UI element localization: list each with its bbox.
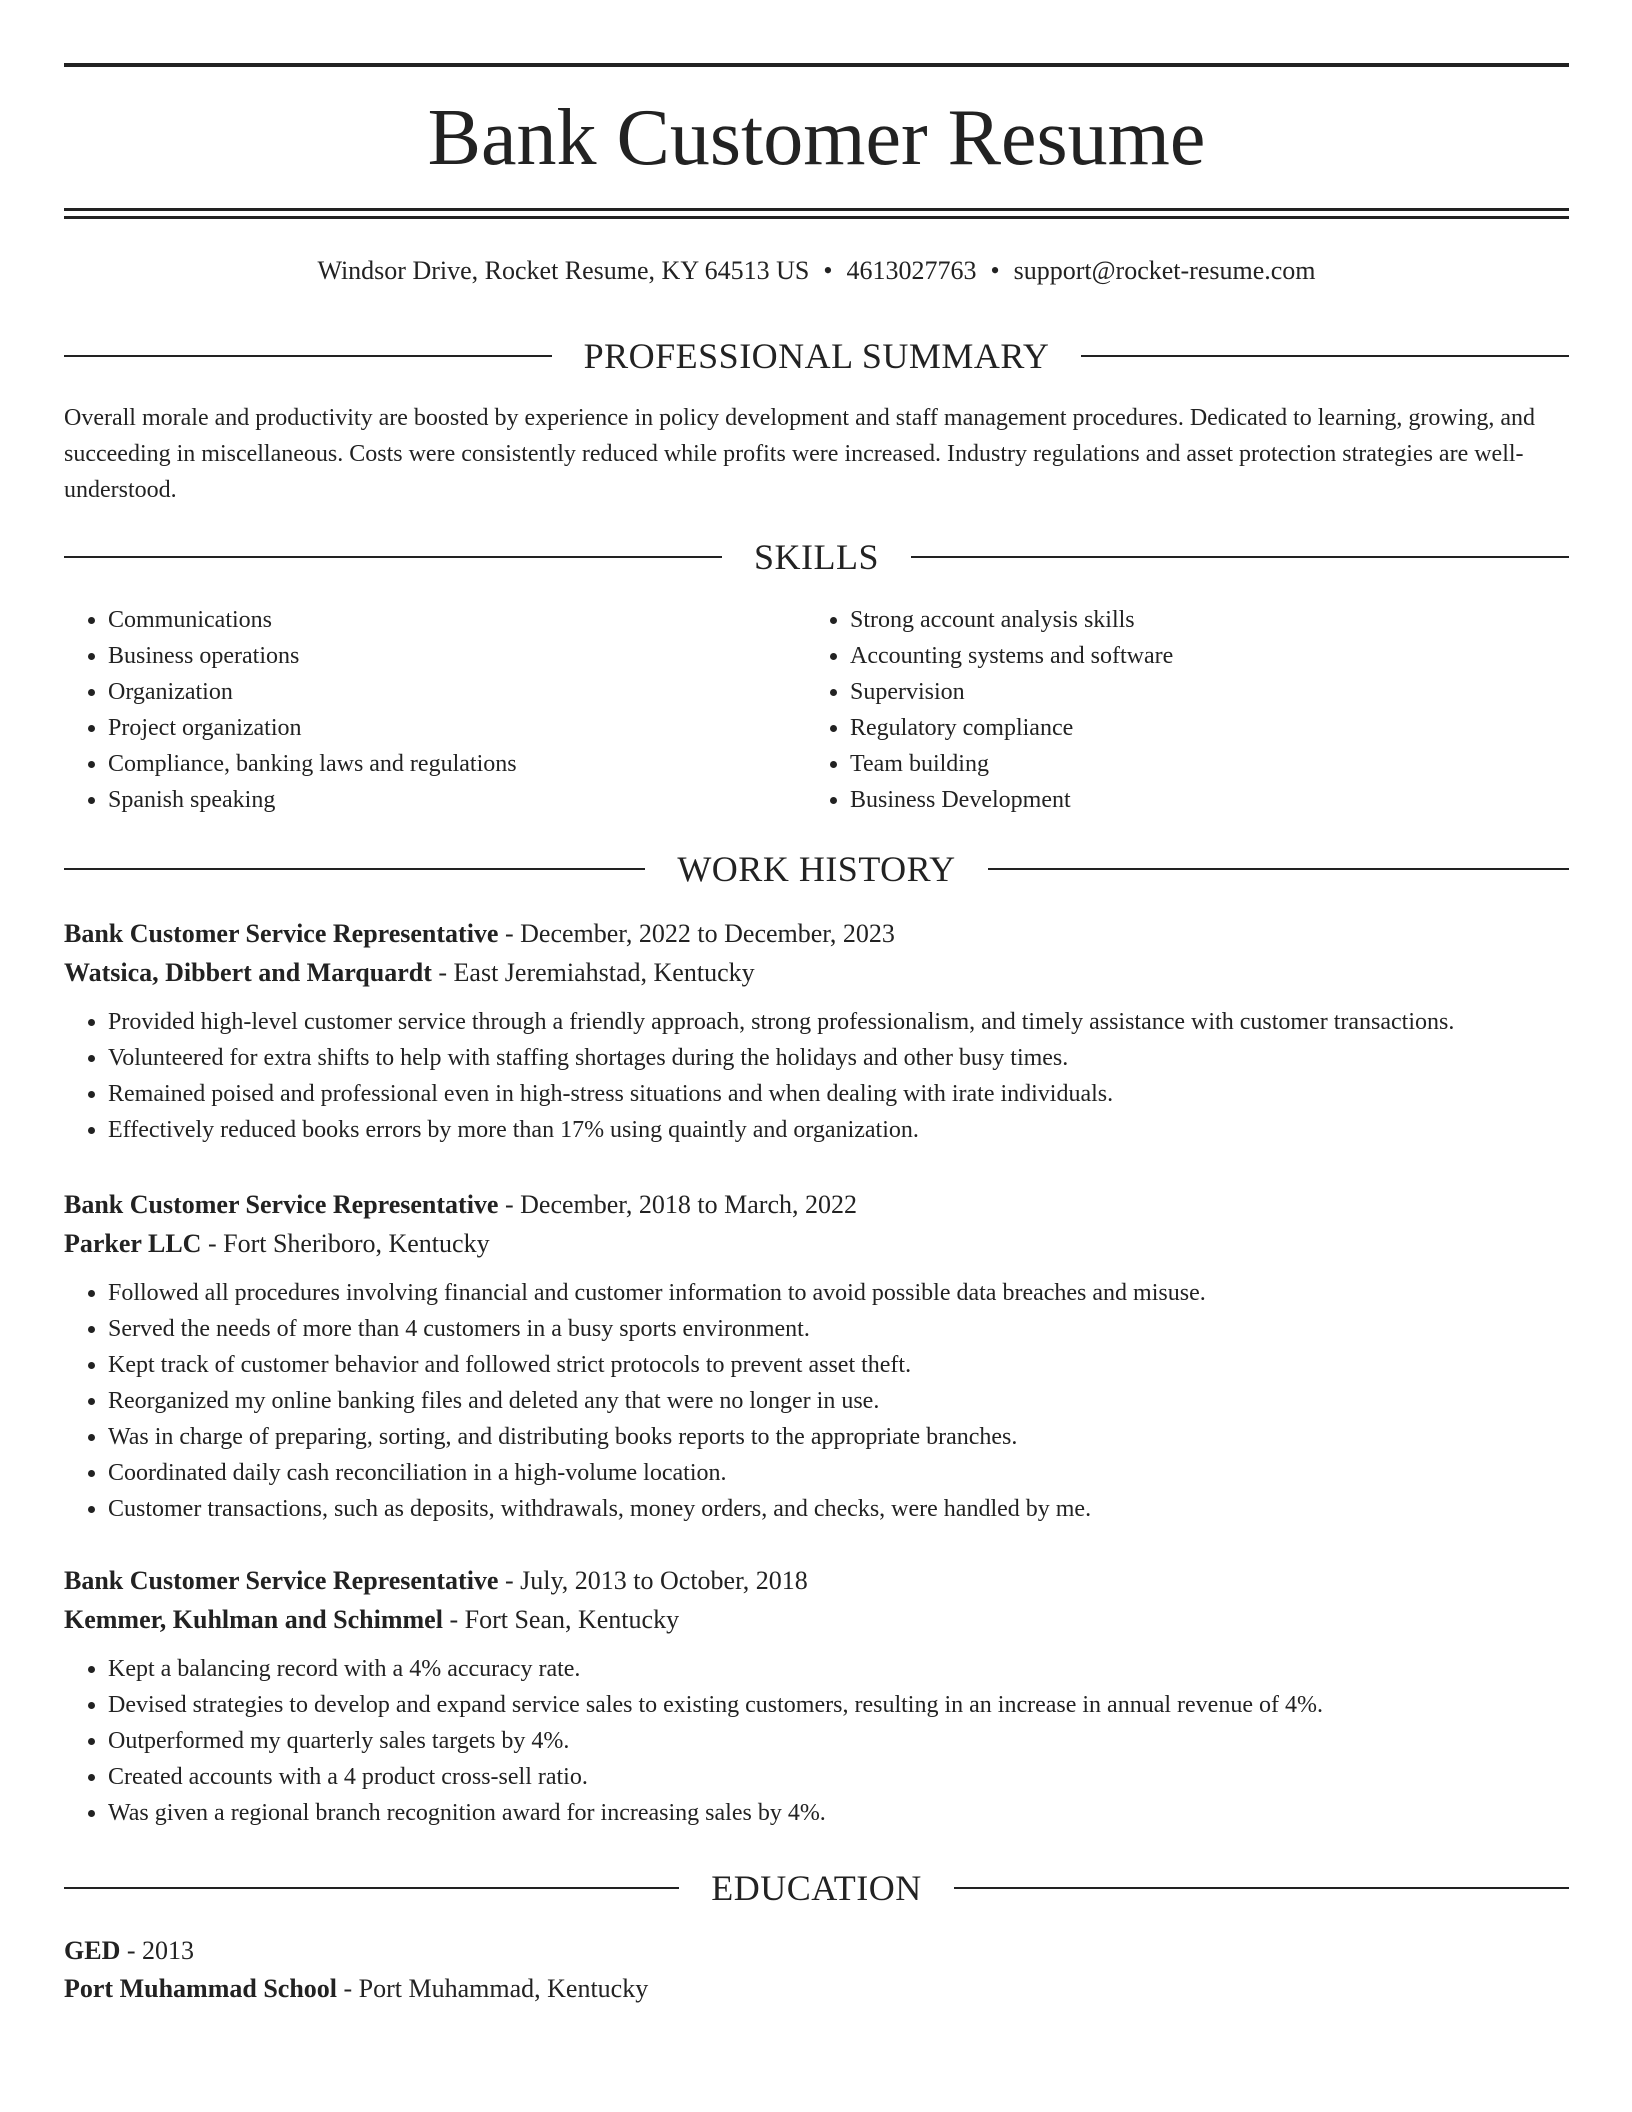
job-bullets <box>64 1004 1569 1148</box>
section-rule <box>64 1887 679 1889</box>
skills-list-right <box>806 602 1548 818</box>
skill-item: • Communications <box>108 602 806 638</box>
skills-list-left <box>64 602 806 818</box>
job-bullets <box>64 1275 1569 1527</box>
job-bullet: • Coordinated daily cash reconciliation in a high-volume location. <box>108 1455 1569 1491</box>
job-bullet: • Was given a regional branch recognition award for increasing sales by 4%. <box>108 1795 1569 1831</box>
contact-email: support@rocket-resume.com <box>1013 256 1316 285</box>
job-company: Parker LLC <box>64 1229 202 1258</box>
job-dates: - December, 2022 to December, 2023 <box>504 919 895 948</box>
contact-line <box>64 254 1569 288</box>
section-rule <box>64 868 645 870</box>
section-rule <box>988 868 1569 870</box>
job-bullet: • Outperformed my quarterly sales targets by 4%. <box>108 1723 1569 1759</box>
education-school: Port Muhammad School <box>64 1974 337 2003</box>
job-title-line <box>64 1185 1569 1224</box>
contact-address: Windsor Drive, Rocket Resume, KY 64513 US <box>317 256 810 285</box>
contact-separator: • <box>990 256 1000 285</box>
job-bullet: • Customer transactions, such as deposits, withdrawals, money orders, and checks, were handled by me. <box>108 1491 1569 1527</box>
job-bullet: • Followed all procedures involving financial and customer information to avoid possible data breaches and misuse. <box>108 1275 1569 1311</box>
skill-item: • Supervision <box>850 674 1548 710</box>
job-bullet: • Served the needs of more than 4 customers in a busy sports environment. <box>108 1311 1569 1347</box>
job-dates: - December, 2018 to March, 2022 <box>504 1190 857 1219</box>
section-rule <box>64 355 552 357</box>
title-double-rule <box>64 208 1569 219</box>
skills-columns <box>64 602 1569 818</box>
job-title-line <box>64 914 1569 953</box>
contact-phone: 4613027763 <box>846 256 977 285</box>
job-bullet: • Devised strategies to develop and expand service sales to existing customers, resulting in an increase in annual revenue of 4%. <box>108 1687 1569 1723</box>
job-bullet: • Volunteered for extra shifts to help with staffing shortages during the holidays and other busy times. <box>108 1040 1569 1076</box>
section-rule <box>64 556 722 558</box>
job-company-line <box>64 1600 1569 1639</box>
job-bullet: • Remained poised and professional even in high-stress situations and when dealing with irate individuals. <box>108 1076 1569 1112</box>
job-bullet: • Created accounts with a 4 product cross-sell ratio. <box>108 1759 1569 1795</box>
job-dates: - July, 2013 to October, 2018 <box>504 1566 808 1595</box>
skill-item: • Team building <box>850 746 1548 782</box>
job-title: Bank Customer Service Representative <box>64 1566 499 1595</box>
job-title: Bank Customer Service Representative <box>64 919 499 948</box>
job-bullet: • Kept a balancing record with a 4% accuracy rate. <box>108 1651 1569 1687</box>
job-location: - Fort Sheriboro, Kentucky <box>207 1229 490 1258</box>
skill-item: • Compliance, banking laws and regulations <box>108 746 806 782</box>
skill-item: • Organization <box>108 674 806 710</box>
top-rule <box>64 63 1569 67</box>
skill-item: • Business Development <box>850 782 1548 818</box>
education-entry <box>64 1932 1569 2008</box>
section-title-work: WORK HISTORY <box>677 849 956 889</box>
job-bullet: • Provided high-level customer service through a friendly approach, strong professionalism, and timely assistance with customer transactions. <box>108 1004 1569 1040</box>
job-title: Bank Customer Service Representative <box>64 1190 499 1219</box>
section-title-skills: SKILLS <box>754 537 880 577</box>
job-location: - Fort Sean, Kentucky <box>449 1605 680 1634</box>
resume-title: Bank Customer Resume <box>427 94 1206 182</box>
job-bullets <box>64 1651 1569 1831</box>
section-title-summary: PROFESSIONAL SUMMARY <box>583 336 1050 376</box>
section-header-skills <box>64 535 1569 579</box>
education-location: - Port Muhammad, Kentucky <box>343 1974 649 2003</box>
job-bullet: • Kept track of customer behavior and followed strict protocols to prevent asset theft. <box>108 1347 1569 1383</box>
job-bullet: • Reorganized my online banking files and deleted any that were no longer in use. <box>108 1383 1569 1419</box>
skill-item: • Business operations <box>108 638 806 674</box>
job-location: - East Jeremiahstad, Kentucky <box>438 958 755 987</box>
summary-text: Overall morale and productivity are boosted by experience in policy development and staff management procedures. Dedicated to learning, growing, and succeeding in miscellaneous. Costs were consistently reduced while profits were increased. Industry regulations and asset protection strategies are well-understood. <box>64 405 1536 503</box>
education-school-line <box>64 1970 1569 2008</box>
section-title-education: EDUCATION <box>711 1868 922 1908</box>
section-header-work <box>64 847 1569 891</box>
section-rule <box>911 556 1569 558</box>
job-company: Kemmer, Kuhlman and Schimmel <box>64 1605 443 1634</box>
skill-item: • Accounting systems and software <box>850 638 1548 674</box>
job-entry <box>64 1185 1569 1527</box>
job-title-line <box>64 1561 1569 1600</box>
section-rule <box>1081 355 1569 357</box>
job-entry <box>64 1561 1569 1831</box>
education-degree-line <box>64 1932 1569 1970</box>
job-bullet: • Was in charge of preparing, sorting, and distributing books reports to the appropriate branches. <box>108 1419 1569 1455</box>
skill-item: • Strong account analysis skills <box>850 602 1548 638</box>
skill-item: • Regulatory compliance <box>850 710 1548 746</box>
contact-separator: • <box>823 256 833 285</box>
job-company-line <box>64 1224 1569 1263</box>
job-entry <box>64 914 1569 1148</box>
education-year: - 2013 <box>126 1936 195 1965</box>
skill-item: • Project organization <box>108 710 806 746</box>
section-header-summary <box>64 334 1569 378</box>
education-degree: GED <box>64 1936 121 1965</box>
skill-item: • Spanish speaking <box>108 782 806 818</box>
section-header-education <box>64 1866 1569 1910</box>
job-company: Watsica, Dibbert and Marquardt <box>64 958 432 987</box>
section-rule <box>954 1887 1569 1889</box>
job-company-line <box>64 953 1569 992</box>
job-bullet: • Effectively reduced books errors by more than 17% using quaintly and organization. <box>108 1112 1569 1148</box>
